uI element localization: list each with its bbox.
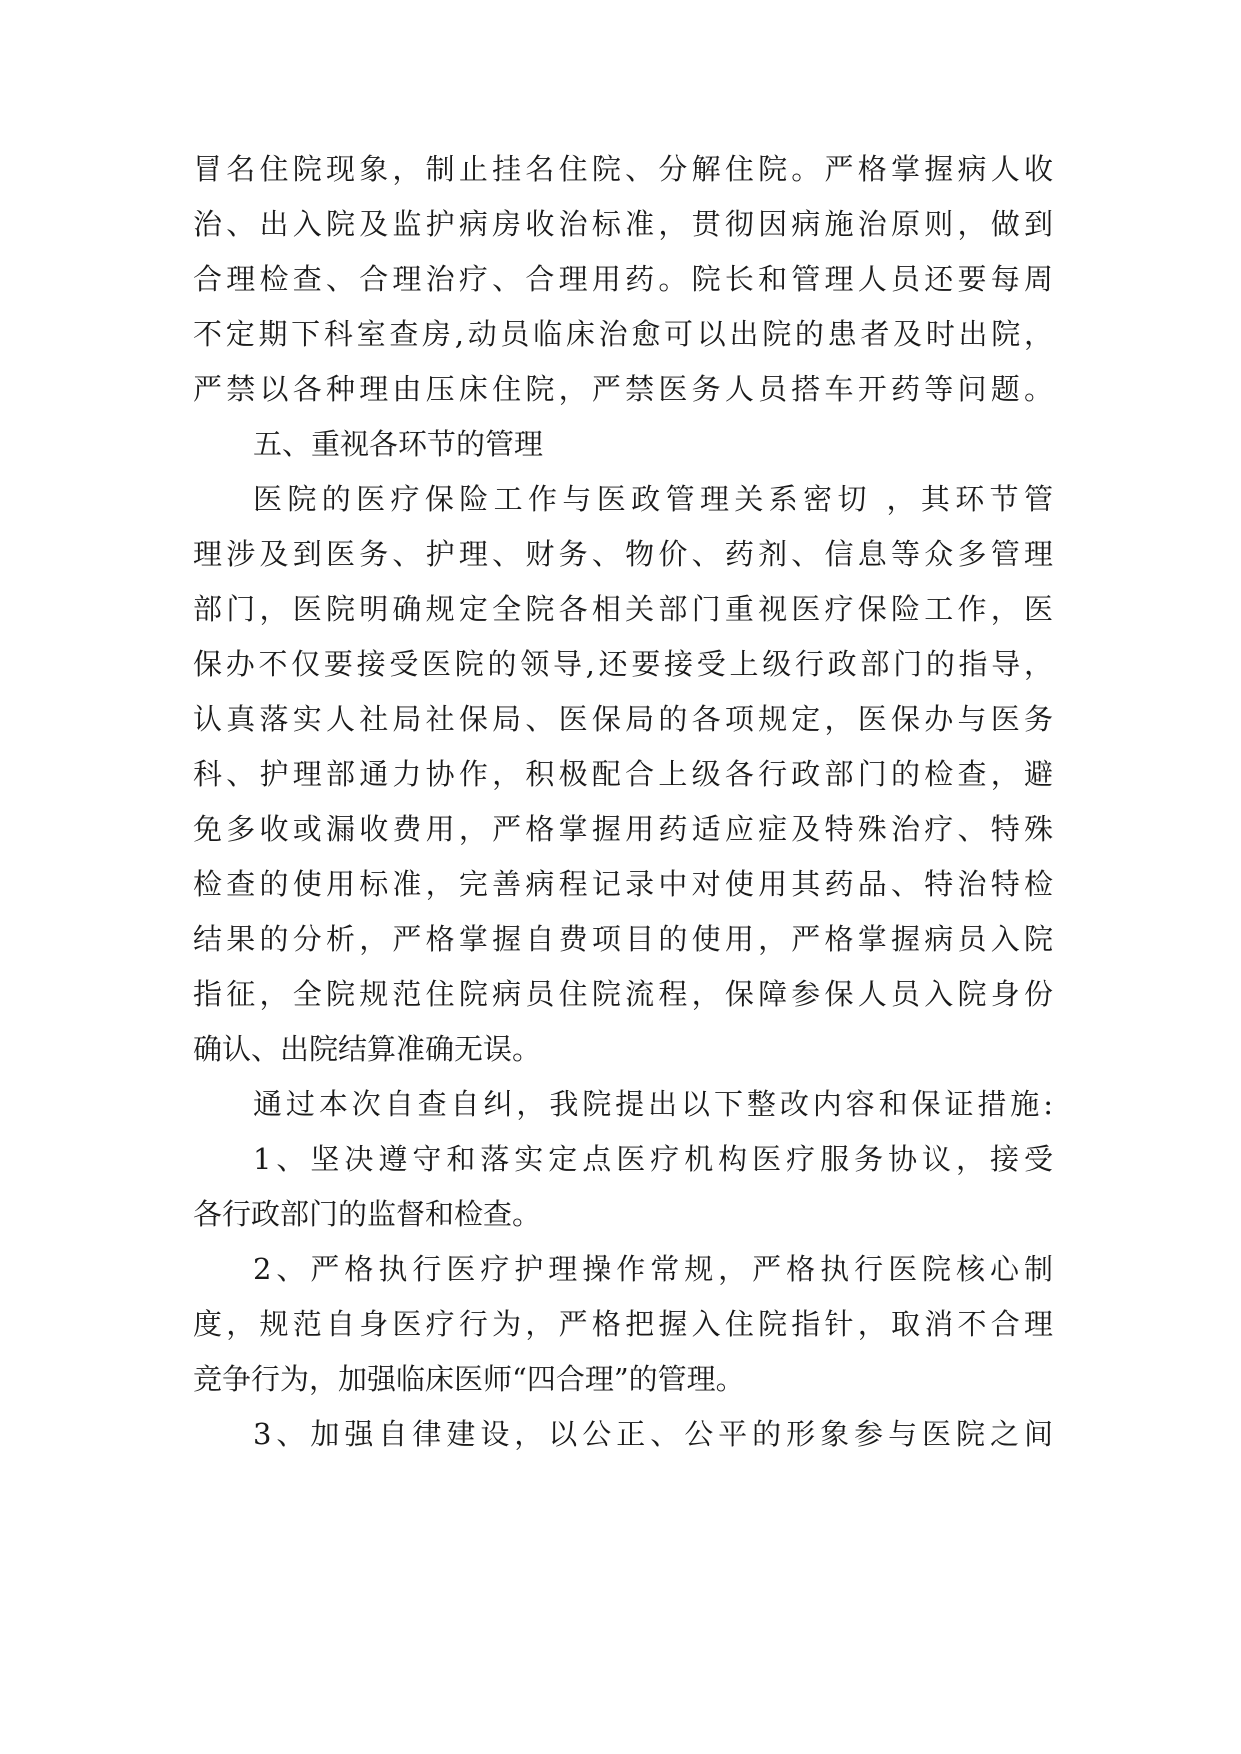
text-line: 各行政部门的监督和检查。 (193, 1197, 542, 1231)
text-line: 认真落实人社局社保局、医保局的各项规定，医保办与医务 (193, 702, 1053, 736)
section-heading: 五、重视各环节的管理 (253, 427, 544, 461)
list-item: 3、加强自律建设，以公正、公平的形象参与医院之间 (253, 1417, 1053, 1451)
text-line: 检查的使用标准，完善病程记录中对使用其药品、特治特检 (193, 867, 1053, 901)
text-line: 保办不仅要接受医院的领导,还要接受上级行政部门的指导， (193, 647, 1053, 681)
list-item: 2、严格执行医疗护理操作常规，严格执行医院核心制 (253, 1252, 1053, 1286)
text-line: 治、出入院及监护病房收治标准，贯彻因病施治原则，做到 (193, 207, 1053, 241)
text-line: 部门，医院明确规定全院各相关部门重视医疗保险工作，医 (193, 592, 1053, 626)
text-line: 度，规范自身医疗行为，严格把握入住院指针，取消不合理 (193, 1307, 1053, 1341)
text-line: 竞争行为，加强临床医师“四合理”的管理。 (193, 1362, 745, 1396)
text-line: 医院的医疗保险工作与医政管理关系密切 ，其环节管 (253, 482, 1053, 516)
text-line: 结果的分析，严格掌握自费项目的使用，严格掌握病员入院 (193, 922, 1053, 956)
text-line: 严禁以各种理由压床住院，严禁医务人员搭车开药等问题。 (193, 372, 1053, 406)
text-line: 指征，全院规范住院病员住院流程，保障参保人员入院身份 (193, 977, 1053, 1011)
text-line: 不定期下科室查房,动员临床治愈可以出院的患者及时出院， (193, 317, 1053, 351)
text-line: 确认、出院结算准确无误。 (193, 1032, 542, 1066)
text-line: 免多收或漏收费用，严格掌握用药适应症及特殊治疗、特殊 (193, 812, 1053, 846)
list-item: 1、坚决遵守和落实定点医疗机构医疗服务协议，接受 (253, 1142, 1053, 1176)
text-line: 理涉及到医务、护理、财务、物价、药剂、信息等众多管理 (193, 537, 1053, 571)
text-line: 冒名住院现象，制止挂名住院、分解住院。严格掌握病人收 (193, 152, 1053, 186)
text-line: 合理检查、合理治疗、合理用药。院长和管理人员还要每周 (193, 262, 1053, 296)
text-line: 通过本次自查自纠，我院提出以下整改内容和保证措施: (253, 1087, 1053, 1121)
text-line: 科、护理部通力协作，积极配合上级各行政部门的检查，避 (193, 757, 1053, 791)
